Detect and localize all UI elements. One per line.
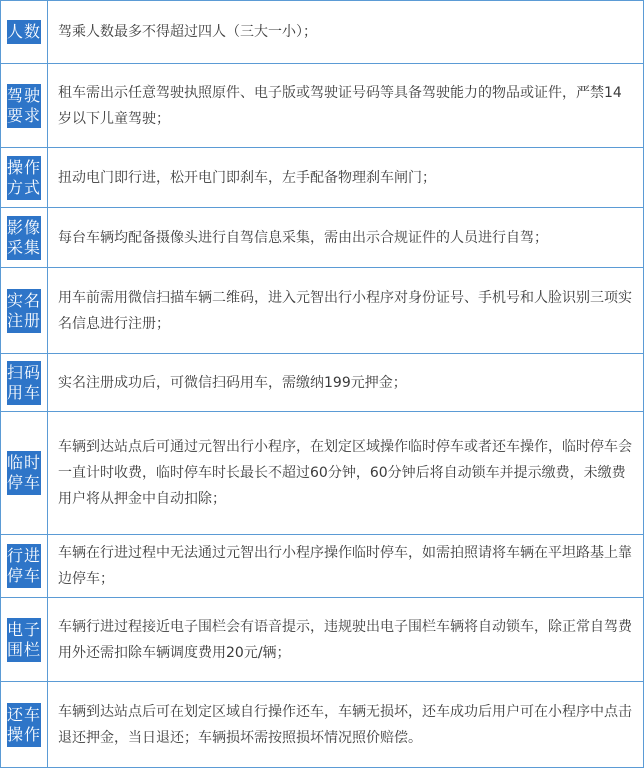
row-label: 操作方式 bbox=[7, 156, 41, 200]
row-label-cell bbox=[1, 268, 48, 354]
table-row bbox=[1, 268, 644, 354]
row-text: 车辆到达站点后可通过元智出行小程序，在划定区域操作临时停车或者还车操作，临时停车会一直计时收费，临时停车时长最长不超过60分钟，60分钟后将自动锁车并提示缴费，未缴费用户将从押金中自动扣除； bbox=[48, 412, 644, 535]
table-row bbox=[1, 208, 644, 268]
table-row bbox=[1, 535, 644, 598]
row-text: 驾乘人数最多不得超过四人（三大一小）； bbox=[48, 1, 644, 64]
row-label-cell bbox=[1, 354, 48, 412]
row-text: 车辆行进过程接近电子围栏会有语音提示，违规驶出电子围栏车辆将自动锁车，除正常自驾费用外还需扣除车辆调度费用20元/辆； bbox=[48, 598, 644, 682]
row-label: 还车操作 bbox=[7, 703, 41, 747]
row-label: 行进停车 bbox=[7, 544, 41, 588]
row-label: 扫码用车 bbox=[7, 361, 41, 405]
table-row bbox=[1, 64, 644, 148]
row-text: 每台车辆均配备摄像头进行自驾信息采集，需由出示合规证件的人员进行自驾； bbox=[48, 208, 644, 268]
row-text: 车辆在行进过程中无法通过元智出行小程序操作临时停车，如需拍照请将车辆在平坦路基上靠边停车； bbox=[48, 535, 644, 598]
table-row bbox=[1, 682, 644, 768]
row-label-cell bbox=[1, 598, 48, 682]
row-label: 驾驶要求 bbox=[7, 84, 41, 128]
row-label-cell bbox=[1, 64, 48, 148]
row-text: 扭动电门即行进，松开电门即刹车，左手配备物理刹车闸门； bbox=[48, 148, 644, 208]
row-label-cell bbox=[1, 148, 48, 208]
table-row bbox=[1, 412, 644, 535]
row-label-cell bbox=[1, 535, 48, 598]
row-text: 租车需出示任意驾驶执照原件、电子版或驾驶证号码等具备驾驶能力的物品或证件，严禁14岁以下儿童驾驶； bbox=[48, 64, 644, 148]
row-text: 用车前需用微信扫描车辆二维码，进入元智出行小程序对身份证号、手机号和人脸识别三项实名信息进行注册； bbox=[48, 268, 644, 354]
row-text: 车辆到达站点后可在划定区域自行操作还车，车辆无损坏，还车成功后用户可在小程序中点击退还押金，当日退还；车辆损坏需按照损坏情况照价赔偿。 bbox=[48, 682, 644, 768]
row-label: 电子围栏 bbox=[7, 618, 41, 662]
row-label-cell bbox=[1, 1, 48, 64]
row-label: 实名注册 bbox=[7, 289, 41, 333]
table-row bbox=[1, 354, 644, 412]
row-label: 影像采集 bbox=[7, 216, 41, 260]
row-label-cell bbox=[1, 682, 48, 768]
row-text: 实名注册成功后，可微信扫码用车，需缴纳199元押金； bbox=[48, 354, 644, 412]
table-row bbox=[1, 598, 644, 682]
row-label: 人数 bbox=[7, 20, 41, 44]
row-label: 临时停车 bbox=[7, 451, 41, 495]
row-label-cell bbox=[1, 208, 48, 268]
table-row bbox=[1, 148, 644, 208]
table-row bbox=[1, 1, 644, 64]
row-label-cell bbox=[1, 412, 48, 535]
